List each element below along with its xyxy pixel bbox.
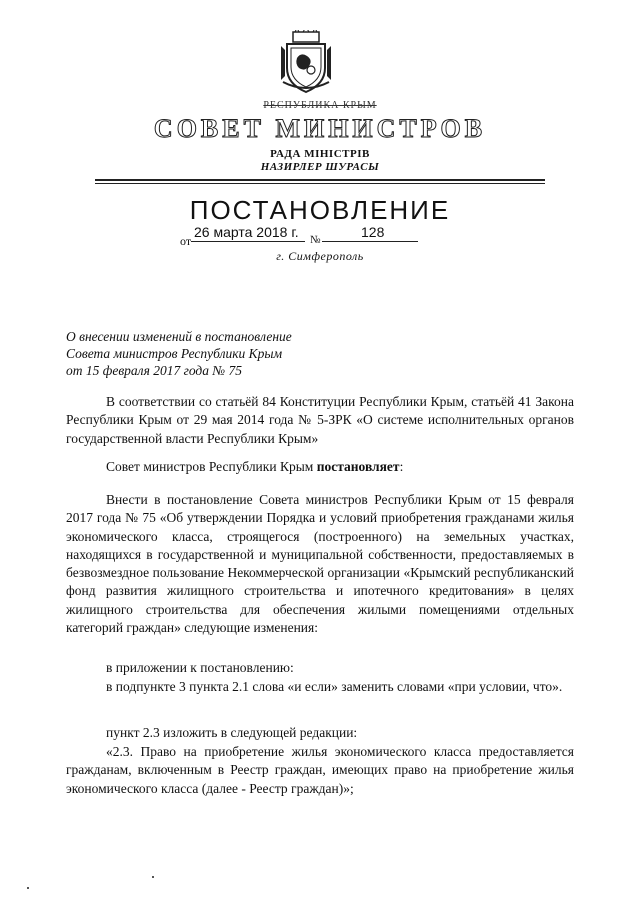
decree-number: 128 <box>361 224 385 240</box>
header-rule-thick <box>95 179 545 181</box>
from-label: от <box>180 234 192 248</box>
crimea-emblem-icon <box>279 30 333 94</box>
clause-intro-paragraph: пункт 2.3 изложить в следующей редакции: <box>106 725 358 740</box>
resolution-paragraph <box>66 458 574 476</box>
crimean-tatar-title: НАЗИРЛЕР ШУРАСЫ <box>260 161 380 173</box>
date-underline <box>191 241 305 242</box>
number-label: № <box>310 234 321 246</box>
preamble-paragraph: В соответствии со статьёй 84 Конституции Республики Крым, статьёй 41 Закона Республики Крым от 29 мая 2014 года № 5-ЗРК «О системе исполнительных органов государственной власти Республики Крым» <box>66 394 574 446</box>
header-rule-thin <box>95 183 545 184</box>
number-underline <box>322 241 418 242</box>
resolution-colon: : <box>399 459 404 474</box>
city-line: г. Симферополь <box>276 249 364 263</box>
scan-speck <box>27 887 29 889</box>
subject-line: Совета министров Республики Крым <box>66 346 283 361</box>
subject-line: от 15 февраля 2017 года № 75 <box>66 363 242 378</box>
resolution-text: Совет министров Республики Крым <box>106 459 317 474</box>
decree-title: ПОСТАНОВЛЕНИЕ <box>189 195 451 225</box>
decree-subject <box>66 328 292 379</box>
amendment-paragraph: Внести в постановление Совета министров Республики Крым от 15 февраля 2017 года № 75 «Об утверждении Порядка и условий приобретения гражданами жилья экономического класса, строящегося (построенного) на земельных участках, находящихся в государственной и муниципальной собственности, предоставляемых в безвозмездное пользование Некоммерческой организации «Крымский республиканский фонд развития жилищного строительства и ипотечного кредитования» в целях жилищного строительства для обеспечения жилыми помещениями отдельных категорий граждан» следующие изменения: <box>66 492 574 636</box>
decree-date-row <box>180 224 420 248</box>
resolution-keyword: постановляет <box>316 459 400 474</box>
decree-date: 26 марта 2018 г. <box>194 224 299 240</box>
ukrainian-title: РАДА МІНІСТРІВ <box>270 148 370 160</box>
council-title: СОВЕТ МИНИСТРОВ <box>153 114 487 143</box>
republic-line: РЕСПУБЛИКА КРЫМ <box>263 100 377 111</box>
clause-text-paragraph: «2.3. Право на приобретение жилья экономического класса предоставляется гражданам, включенным в Реестр граждан, имеющих право на приобретение жилья экономического класса (далее - Реестр граждан)»; <box>66 744 574 796</box>
annex-paragraph: в приложении к постановлению: <box>106 660 294 675</box>
subject-line: О внесении изменений в постановление <box>66 329 292 344</box>
scan-speck <box>152 876 154 878</box>
subclause-paragraph: в подпункте 3 пункта 2.1 слова «и если» заменить словами «при условии, что». <box>106 679 563 694</box>
